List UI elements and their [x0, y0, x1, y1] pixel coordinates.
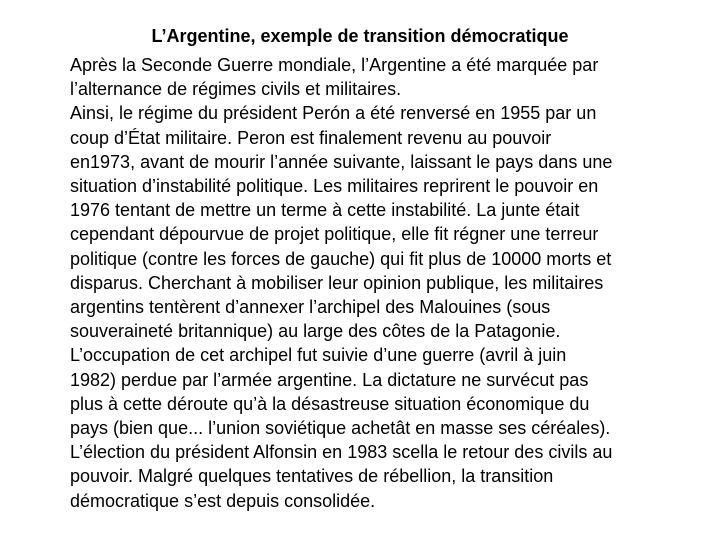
text-line: L’élection du président Alfonsin en 1983 scella le retour des civils au	[70, 442, 613, 463]
text-line: en1973, avant de mourir l’année suivante, laissant le pays dans une	[70, 151, 613, 172]
text-line: 1982) perdue par l’armée argentine. La dictature ne survécut pas	[70, 369, 589, 390]
text-line: Après la Seconde Guerre mondiale, l’Argentine a été marquée par	[70, 55, 599, 75]
text-line: situation d’instabilité politique. Les militaires reprirent le pouvoir en	[70, 176, 599, 197]
slide-title: L’Argentine, exemple de transition démocratique	[151, 26, 569, 46]
text-line: politique (contre les forces de gauche) qui fit plus de 10000 morts et	[70, 248, 612, 269]
text-line: 1976 tentant de mettre un terme à cette instabilité. La junte était	[70, 200, 580, 221]
text-line: l’alternance de régimes civils et militaires.	[70, 79, 402, 100]
body-paragraph	[70, 53, 690, 513]
text-line: souveraineté britannique) au large des côtes de la Patagonie.	[70, 321, 561, 342]
text-line: disparus. Cherchant à mobiliser leur opinion publique, les militaires	[70, 272, 604, 293]
text-line: pouvoir. Malgré quelques tentatives de rébellion, la transition	[70, 466, 554, 487]
text-line: pays (bien que... l’union soviétique achetât en masse ses céréales).	[70, 418, 611, 439]
text-line: L’occupation de cet archipel fut suivie d’une guerre (avril à juin	[70, 345, 567, 366]
text-line: plus à cette déroute qu’à la désastreuse situation économique du	[70, 393, 590, 414]
text-line: cependant dépourvue de projet politique, elle fit régner une terreur	[70, 224, 599, 245]
text-line: démocratique s’est depuis consolidée.	[70, 490, 376, 511]
text-line: coup d’État militaire. Peron est finalement revenu au pouvoir	[70, 127, 552, 148]
text-line: argentins tentèrent d’annexer l’archipel des Malouines (sous	[70, 297, 551, 318]
text-line: Ainsi, le régime du président Perón a été renversé en 1955 par un	[70, 103, 597, 124]
